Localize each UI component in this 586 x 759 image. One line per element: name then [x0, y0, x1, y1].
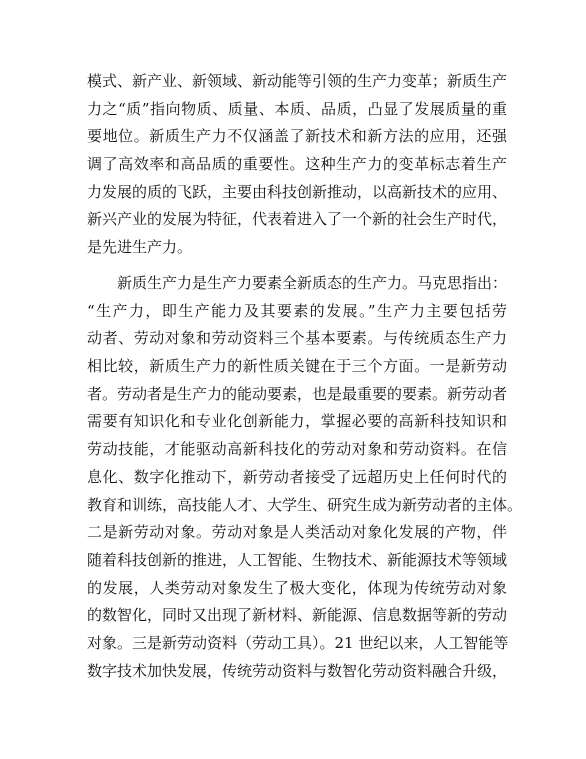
paragraph-line: 需要有知识化和专业化创新能力，掌握必要的高新科技知识和 [87, 412, 507, 431]
paragraph-2 [87, 270, 523, 685]
paragraph-first-line: 新质生产力是生产力要素全新质态的生产力。马克思指出： [117, 274, 508, 292]
paragraph-line: “生产力，即生产能力及其要素的发展。”生产力主要包括劳 [87, 301, 507, 320]
paragraph-line: 数字技术加快发展，传统劳动资料与数智化劳动资料融合升级， [87, 661, 508, 680]
paragraph-line: 随着科技创新的推进，人工智能、生物技术、新能源技术等领域 [87, 550, 508, 569]
paragraph-line: 劳动技能，才能驱动高新科技化的劳动对象和劳动资料。在信 [87, 440, 507, 459]
paragraph-line: 的数智化，同时又出现了新材料、新能源、信息数据等新的劳动 [87, 606, 508, 625]
paragraph-line: 是先进生产力。 [87, 238, 193, 257]
paragraph-line: 者。劳动者是生产力的能动要素，也是最重要的要素。新劳动者 [87, 384, 508, 403]
paragraph-line: 的发展，人类劳动对象发生了极大变化，体现为传统劳动对象 [87, 578, 507, 597]
paragraph-line: 动者、劳动对象和劳动资料三个基本要素。与传统质态生产力 [87, 329, 507, 348]
paragraph-line: 二是新劳动对象。劳动对象是人类活动对象化发展的产物，伴 [87, 523, 507, 542]
paragraph-line: 对象。三是新劳动资料（劳动工具）。21 世纪以来，人工智能等 [87, 633, 509, 652]
paragraph-line: 调了高效率和高品质的重要性。这种生产力的变革标志着生产 [87, 155, 507, 174]
paragraph-line: 相比较，新质生产力的新性质关键在于三个方面。一是新劳动 [87, 357, 507, 376]
paragraph-line: 力发展的质的飞跃，主要由科技创新推动，以高新技术的应用、 [87, 182, 508, 201]
paragraph-line: 力之“质”指向物质、质量、本质、品质，凸显了发展质量的重 [87, 99, 507, 118]
paragraph-1 [87, 68, 507, 262]
paragraph-line: 新兴产业的发展为特征，代表着进入了一个新的社会生产时代， [87, 210, 508, 229]
paragraph-line: 模式、新产业、新领域、新动能等引领的生产力变革；新质生产 [87, 72, 508, 90]
paragraph-line: 息化、数字化推动下，新劳动者接受了远超历史上任何时代的 [87, 467, 507, 486]
paragraph-line: 要地位。新质生产力不仅涵盖了新技术和新方法的应用，还强 [87, 127, 507, 146]
paragraph-line: 教育和训练，高技能人才、大学生、研究生成为新劳动者的主体。 [87, 495, 523, 514]
